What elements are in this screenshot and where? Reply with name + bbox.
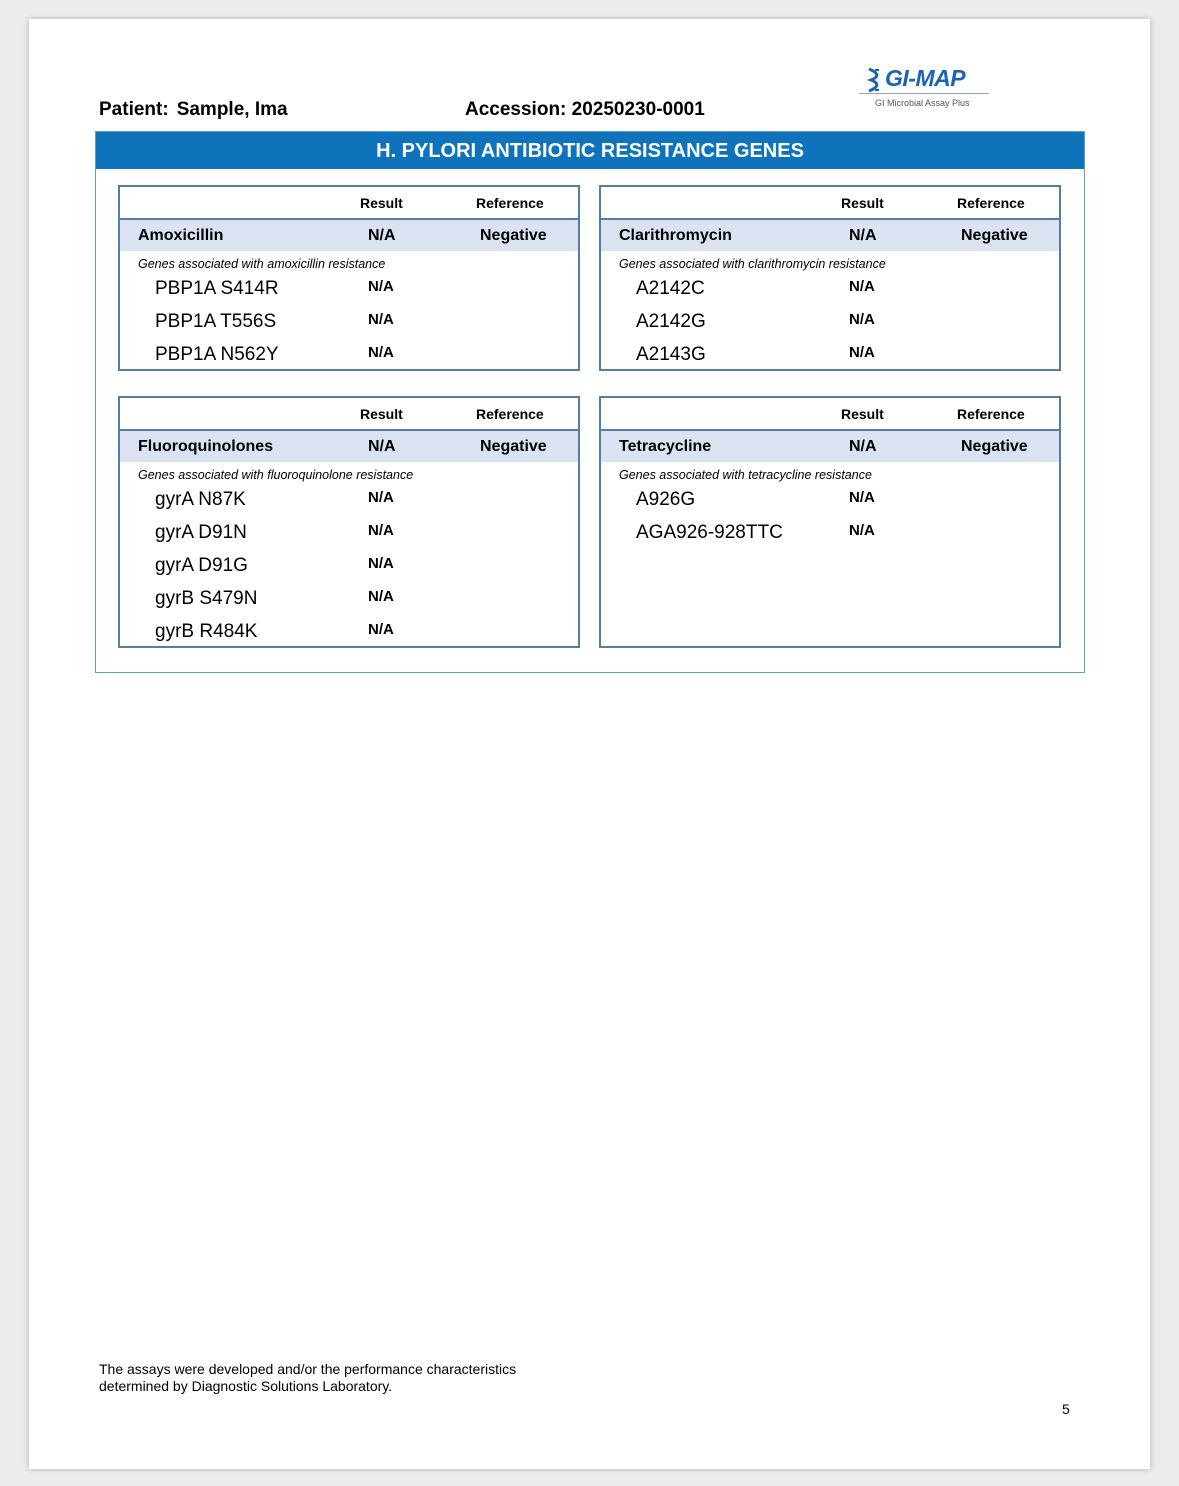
logo-brand: GI-MAP xyxy=(885,65,966,91)
drug-row xyxy=(601,431,1059,462)
gene-result: N/A xyxy=(368,311,394,328)
gene-name: PBP1A S414R xyxy=(155,278,279,299)
gene-name: gyrB R484K xyxy=(155,621,258,642)
gene-name: A926G xyxy=(636,489,696,510)
page-number: 5 xyxy=(1062,1401,1070,1417)
accession-info xyxy=(465,99,705,121)
drug-result: N/A xyxy=(849,227,877,244)
gene-result: N/A xyxy=(849,311,875,328)
gi-map-logo xyxy=(859,63,991,113)
gene-name: A2142C xyxy=(636,278,705,299)
panel-tetracycline xyxy=(599,396,1061,648)
drug-name: Fluoroquinolones xyxy=(138,438,274,455)
h-pylori-section xyxy=(95,131,1085,673)
result-column-header: Result xyxy=(841,195,884,211)
result-column-header: Result xyxy=(841,406,884,422)
gene-result: N/A xyxy=(368,555,394,572)
drug-row xyxy=(120,431,578,462)
panel-header xyxy=(120,398,578,431)
reference-column-header: Reference xyxy=(476,195,544,211)
gene-result: N/A xyxy=(368,278,394,295)
dna-icon xyxy=(865,67,885,93)
gene-row xyxy=(120,522,578,555)
drug-row xyxy=(601,220,1059,251)
gene-name: gyrA D91N xyxy=(155,522,247,543)
drug-result: N/A xyxy=(368,227,396,244)
footer-note xyxy=(99,1361,516,1395)
gene-row xyxy=(601,311,1059,344)
drug-name: Tetracycline xyxy=(619,438,712,455)
gene-row xyxy=(120,344,578,377)
gene-result: N/A xyxy=(849,522,875,539)
gene-result: N/A xyxy=(368,489,394,506)
drug-result: N/A xyxy=(368,438,396,455)
gene-name: gyrB S479N xyxy=(155,588,258,609)
genes-note: Genes associated with tetracycline resistance xyxy=(619,468,872,482)
genes-note: Genes associated with clarithromycin resistance xyxy=(619,257,886,271)
gene-name: AGA926-928TTC xyxy=(636,522,783,543)
drug-reference: Negative xyxy=(480,227,547,244)
panel-fluoroquinolones xyxy=(118,396,580,648)
drug-reference: Negative xyxy=(961,438,1028,455)
footer-note-line2: determined by Diagnostic Solutions Laboratory. xyxy=(99,1378,393,1394)
gene-row xyxy=(120,278,578,311)
gene-result: N/A xyxy=(368,621,394,638)
reference-column-header: Reference xyxy=(957,195,1025,211)
drug-name: Clarithromycin xyxy=(619,227,732,244)
footer-note-line1: The assays were developed and/or the performance characteristics xyxy=(99,1361,517,1377)
panel-amoxicillin xyxy=(118,185,580,371)
section-title: H. PYLORI ANTIBIOTIC RESISTANCE GENES xyxy=(96,132,1084,169)
gene-row xyxy=(601,489,1059,522)
accession-label: Accession: xyxy=(465,99,567,120)
reference-column-header: Reference xyxy=(476,406,544,422)
patient-label: Patient: xyxy=(99,99,169,120)
gene-name: A2142G xyxy=(636,311,706,332)
gene-row xyxy=(601,522,1059,555)
drug-result: N/A xyxy=(849,438,877,455)
drug-reference: Negative xyxy=(480,438,547,455)
gene-result: N/A xyxy=(849,344,875,361)
gene-name: gyrA D91G xyxy=(155,555,248,576)
genes-note: Genes associated with fluoroquinolone resistance xyxy=(138,468,414,482)
gene-name: gyrA N87K xyxy=(155,489,246,510)
logo-divider xyxy=(859,93,989,94)
gene-result: N/A xyxy=(849,278,875,295)
patient-info xyxy=(99,99,288,121)
drug-reference: Negative xyxy=(961,227,1028,244)
gene-name: PBP1A N562Y xyxy=(155,344,279,365)
gene-result: N/A xyxy=(368,344,394,361)
panel-header xyxy=(601,398,1059,431)
gene-row xyxy=(120,621,578,654)
gene-row xyxy=(120,555,578,588)
report-page xyxy=(29,19,1150,1469)
logo-subtitle: GI Microbial Assay Plus xyxy=(875,98,970,108)
gene-result: N/A xyxy=(368,522,394,539)
gene-row xyxy=(120,588,578,621)
genes-note: Genes associated with amoxicillin resistance xyxy=(138,257,386,271)
gene-row xyxy=(601,344,1059,377)
drug-name: Amoxicillin xyxy=(138,227,224,244)
panel-header xyxy=(120,187,578,220)
accession-number: 20250230-0001 xyxy=(571,99,705,120)
gene-result: N/A xyxy=(368,588,394,605)
result-column-header: Result xyxy=(360,195,403,211)
panel-header xyxy=(601,187,1059,220)
gene-row xyxy=(120,311,578,344)
gene-name: PBP1A T556S xyxy=(155,311,277,332)
gene-result: N/A xyxy=(849,489,875,506)
gene-row xyxy=(601,278,1059,311)
result-column-header: Result xyxy=(360,406,403,422)
gene-name: A2143G xyxy=(636,344,706,365)
panel-clarithromycin xyxy=(599,185,1061,371)
patient-name: Sample, Ima xyxy=(176,99,288,120)
reference-column-header: Reference xyxy=(957,406,1025,422)
gene-row xyxy=(120,489,578,522)
drug-row xyxy=(120,220,578,251)
